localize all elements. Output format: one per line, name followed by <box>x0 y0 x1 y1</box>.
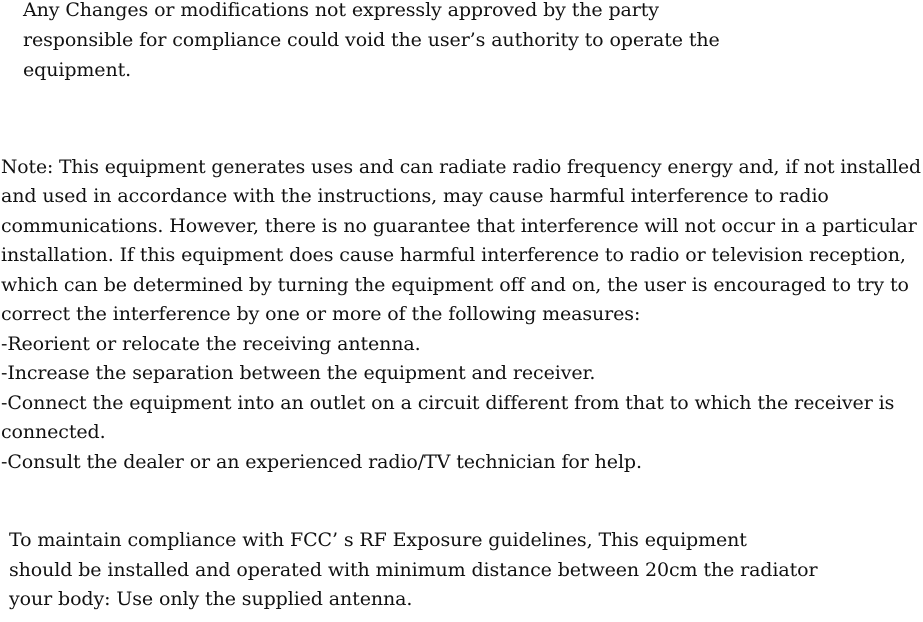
measure-item: -Consult the dealer or an experienced radio/TV technician for help. <box>1 451 642 473</box>
text-line: equipment. <box>23 59 132 81</box>
text-line: your body: Use only the supplied antenna. <box>9 588 413 610</box>
text-line: should be installed and operated with minimum distance between 20cm the radiator <box>9 559 818 581</box>
text-line: To maintain compliance with FCC’ s RF Exposure guidelines, This equipment <box>9 529 747 551</box>
text-line: which can be determined by turning the equipment off and on, the user is encouraged to try to <box>1 274 909 296</box>
text-line: communications. However, there is no guarantee that interference will not occur in a particular <box>1 215 917 237</box>
text-line: and used in accordance with the instructions, may cause harmful interference to radio <box>1 185 829 207</box>
text-line: Any Changes or modifications not expressly approved by the party <box>23 0 659 21</box>
measure-item: -Connect the equipment into an outlet on a circuit different from that to which the receiver is <box>1 392 895 414</box>
text-line: responsible for compliance could void the user’s authority to operate the <box>23 29 720 51</box>
text-line: connected. <box>1 421 106 443</box>
text-line: installation. If this equipment does cause harmful interference to radio or television reception, <box>1 244 906 266</box>
measure-item: -Increase the separation between the equipment and receiver. <box>1 362 596 384</box>
measure-item: -Reorient or relocate the receiving antenna. <box>1 333 421 355</box>
text-line: Note: This equipment generates uses and can radiate radio frequency energy and, if not installed <box>1 156 921 178</box>
text-line: correct the interference by one or more of the following measures: <box>1 303 641 325</box>
